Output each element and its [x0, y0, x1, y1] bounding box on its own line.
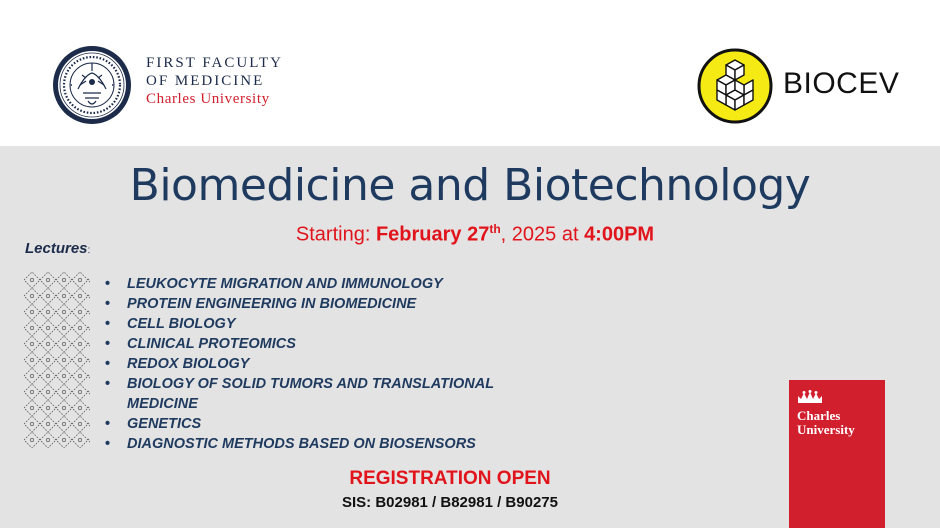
lecture-title: REDOX BIOLOGY [127, 356, 250, 372]
bullet: • [105, 296, 111, 312]
list-item [105, 414, 557, 434]
bullet: • [105, 276, 111, 292]
biocev-name: BIOCEV [783, 67, 900, 100]
bullet: • [105, 416, 111, 432]
lectures-heading [25, 240, 90, 257]
start-prefix: Starting: [295, 223, 376, 246]
charles-university-logo [789, 380, 885, 528]
sis-codes: SIS: B02981 / B82981 / B90275 [342, 494, 558, 511]
list-item [105, 294, 557, 314]
header [0, 0, 940, 146]
list-item [105, 274, 557, 294]
bullet: • [105, 316, 111, 332]
bullet: • [105, 336, 111, 352]
start-time: 4:00PM [584, 223, 655, 246]
faculty-seal-icon [52, 45, 132, 125]
lecture-title: LEUKOCYTE MIGRATION AND IMMUNOLOGY [127, 276, 443, 292]
decorative-pattern [24, 272, 90, 448]
lectures-colon: : [87, 245, 91, 256]
list-item [105, 334, 557, 354]
faculty-line-2: OF MEDICINE [146, 73, 265, 89]
lecture-title: CLINICAL PROTEOMICS [127, 336, 296, 352]
faculty-name [146, 54, 283, 108]
start-date [0, 222, 940, 247]
start-date-sup: th [489, 222, 501, 236]
lecture-title: GENETICS [127, 416, 202, 432]
bullet: • [105, 376, 111, 392]
list-item [105, 354, 557, 374]
faculty-university: Charles University [146, 91, 270, 107]
lecture-title: BIOLOGY OF SOLID TUMORS AND TRANSLATIONAL MEDICINE [127, 376, 494, 412]
start-middle: , 2025 at [500, 223, 585, 246]
registration-status: REGISTRATION OPEN [349, 468, 551, 489]
page-title: Biomedicine and Biotechnology [129, 160, 811, 211]
list-item [105, 314, 557, 334]
bullet: • [105, 436, 111, 452]
lecture-title: PROTEIN ENGINEERING IN BIOMEDICINE [127, 296, 417, 312]
crown-icon [797, 390, 823, 404]
lecture-list [105, 274, 557, 454]
cu-line-1: Charles [797, 408, 841, 423]
bullet: • [105, 356, 111, 372]
cu-line-2: University [797, 422, 855, 437]
list-item [105, 434, 557, 454]
charles-university-name [797, 409, 855, 437]
lecture-title: CELL BIOLOGY [127, 316, 236, 332]
biocev-cube-icon [697, 48, 773, 124]
start-date-main: February 27 [375, 223, 490, 246]
lectures-label: Lectures [25, 240, 88, 257]
lecture-title: DIAGNOSTIC METHODS BASED ON BIOSENSORS [127, 436, 476, 452]
list-item [105, 374, 557, 414]
faculty-line-1: FIRST FACULTY [146, 55, 284, 71]
